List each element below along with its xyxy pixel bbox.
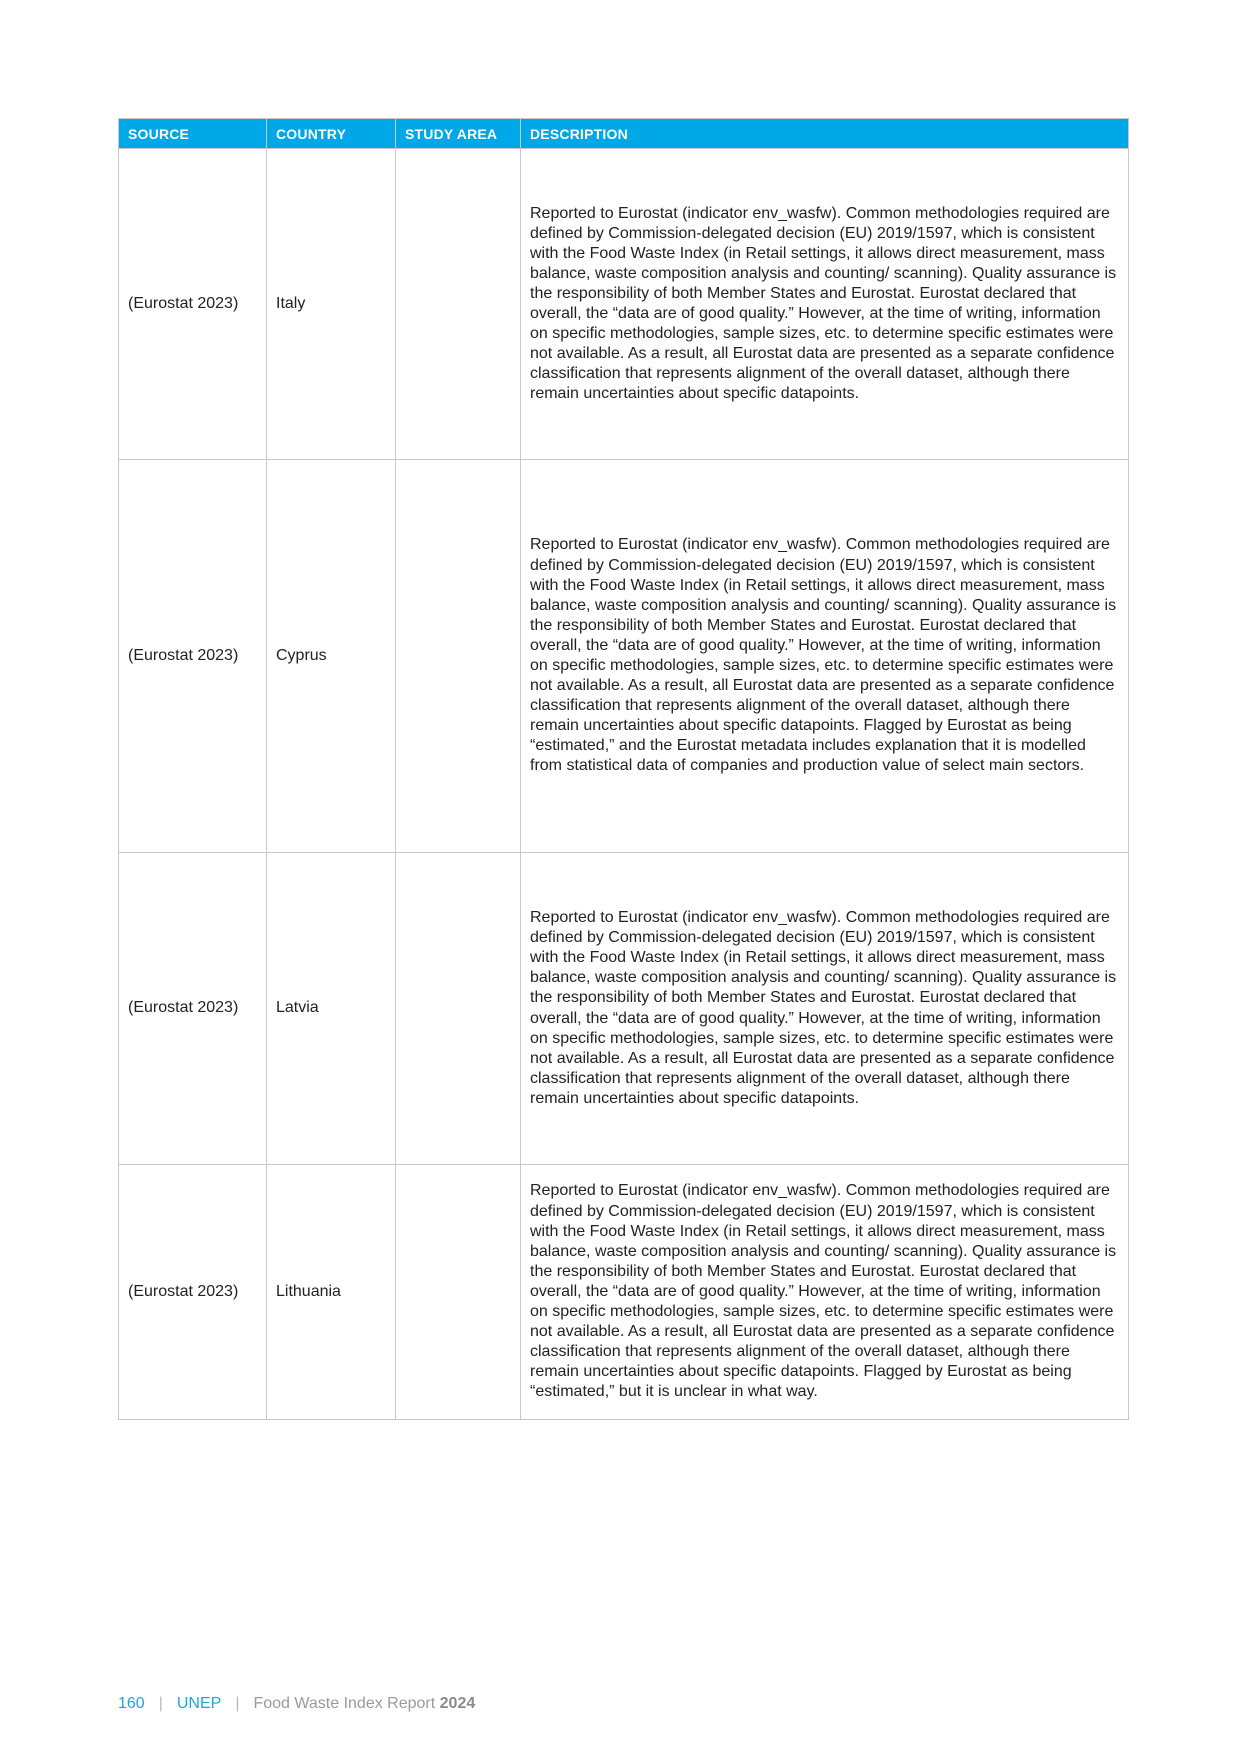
header-description: DESCRIPTION xyxy=(521,119,1129,149)
cell-description: Reported to Eurostat (indicator env_wasfw). Common methodologies required are defined by Commission-delegated decision (EU) 2019/1597, which is consistent with the Food Waste Index (in Retail settings, it allows direct measurement, mass balance, waste composition analysis and counting/ scanning). Quality assurance is the responsibility of both Member States and Eurostat. Eurostat declared that overall, the “data are of good quality.” However, at the time of writing, information on specific methodologies, sample sizes, etc. to determine specific estimates were not available. As a result, all Eurostat data are presented as a separate confidence classification that represents alignment of the overall dataset, although there remain uncertainties about specific datapoints. Flagged by Eurostat as being “estimated,” but it is unclear in what way. xyxy=(521,1165,1129,1420)
table-header-row xyxy=(119,119,1129,149)
cell-study-area xyxy=(396,853,521,1165)
footer-separator: | xyxy=(158,1695,163,1712)
cell-source: (Eurostat 2023) xyxy=(119,853,267,1165)
cell-description: Reported to Eurostat (indicator env_wasfw). Common methodologies required are defined by Commission-delegated decision (EU) 2019/1597, which is consistent with the Food Waste Index (in Retail settings, it allows direct measurement, mass balance, waste composition analysis and counting/ scanning). Quality assurance is the responsibility of both Member States and Eurostat. Eurostat declared that overall, the “data are of good quality.” However, at the time of writing, information on specific methodologies, sample sizes, etc. to determine specific estimates were not available. As a result, all Eurostat data are presented as a separate confidence classification that represents alignment of the overall dataset, although there remain uncertainties about specific datapoints. Flagged by Eurostat as being “estimated,” and the Eurostat metadata includes explanation that it is modelled from statistical data of companies and production value of select main sectors. xyxy=(521,460,1129,853)
cell-country: Italy xyxy=(267,149,396,460)
cell-description: Reported to Eurostat (indicator env_wasfw). Common methodologies required are defined by Commission-delegated decision (EU) 2019/1597, which is consistent with the Food Waste Index (in Retail settings, it allows direct measurement, mass balance, waste composition analysis and counting/ scanning). Quality assurance is the responsibility of both Member States and Eurostat. Eurostat declared that overall, the “data are of good quality.” However, at the time of writing, information on specific methodologies, sample sizes, etc. to determine specific estimates were not available. As a result, all Eurostat data are presented as a separate confidence classification that represents alignment of the overall dataset, although there remain uncertainties about specific datapoints. xyxy=(521,149,1129,460)
cell-study-area xyxy=(396,1165,521,1420)
cell-source: (Eurostat 2023) xyxy=(119,460,267,853)
table-row xyxy=(119,1165,1129,1420)
cell-country: Cyprus xyxy=(267,460,396,853)
cell-country: Latvia xyxy=(267,853,396,1165)
table-row xyxy=(119,460,1129,853)
cell-study-area xyxy=(396,149,521,460)
footer-separator: | xyxy=(235,1695,240,1712)
page-footer xyxy=(118,1695,475,1713)
cell-study-area xyxy=(396,460,521,853)
footer-report-title: Food Waste Index Report xyxy=(253,1695,436,1712)
cell-description: Reported to Eurostat (indicator env_wasfw). Common methodologies required are defined by Commission-delegated decision (EU) 2019/1597, which is consistent with the Food Waste Index (in Retail settings, it allows direct measurement, mass balance, waste composition analysis and counting/ scanning). Quality assurance is the responsibility of both Member States and Eurostat. Eurostat declared that overall, the “data are of good quality.” However, at the time of writing, information on specific methodologies, sample sizes, etc. to determine specific estimates were not available. As a result, all Eurostat data are presented as a separate confidence classification that represents alignment of the overall dataset, although there remain uncertainties about specific datapoints. xyxy=(521,853,1129,1165)
cell-country: Lithuania xyxy=(267,1165,396,1420)
data-table xyxy=(118,118,1129,1420)
header-country: COUNTRY xyxy=(267,119,396,149)
cell-source: (Eurostat 2023) xyxy=(119,149,267,460)
footer-report-year: 2024 xyxy=(439,1695,476,1712)
page-number: 160 xyxy=(118,1695,145,1712)
header-study-area: STUDY AREA xyxy=(396,119,521,149)
table-row xyxy=(119,149,1129,460)
footer-organization: UNEP xyxy=(176,1695,222,1712)
cell-source: (Eurostat 2023) xyxy=(119,1165,267,1420)
header-source: SOURCE xyxy=(119,119,267,149)
table-row xyxy=(119,853,1129,1165)
